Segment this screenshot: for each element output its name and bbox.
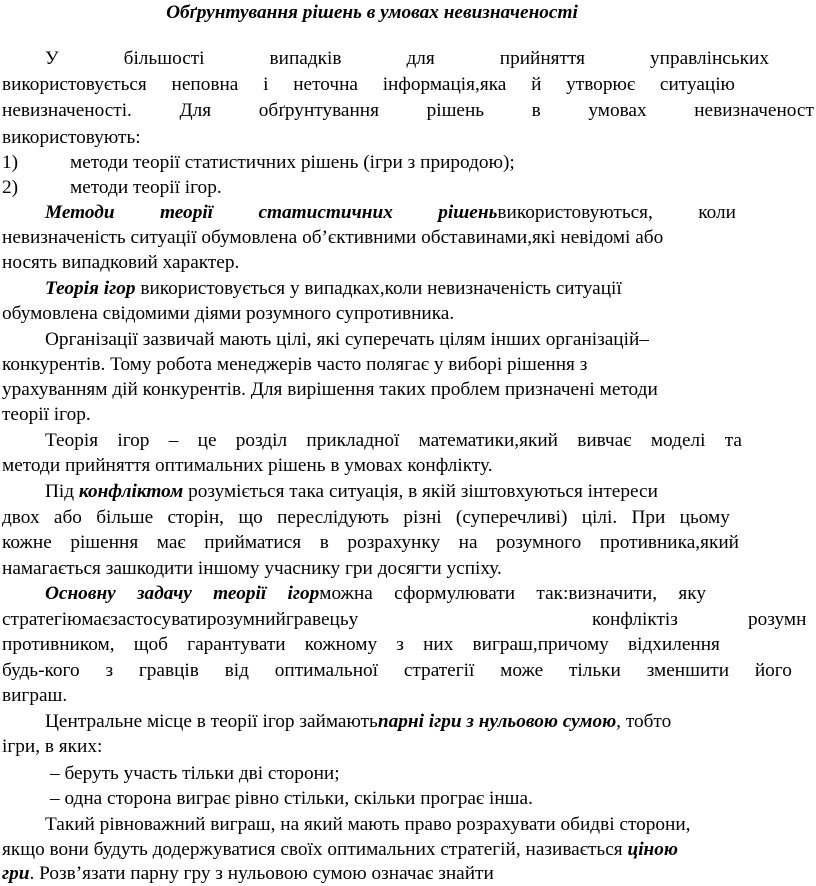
p7-line-1 bbox=[45, 584, 706, 606]
word: й bbox=[531, 74, 542, 95]
word: це bbox=[197, 430, 217, 451]
p1-line-3 bbox=[2, 101, 814, 123]
word: них bbox=[423, 634, 454, 655]
p4-line-2: конкурентів. Тому робота менеджерів часто полягає у виборі рішення з bbox=[2, 354, 588, 375]
term-main-task: Основну bbox=[45, 583, 116, 604]
word: більше bbox=[96, 507, 154, 528]
text-run: коли bbox=[698, 202, 736, 223]
word: утворює bbox=[566, 74, 636, 95]
word: на bbox=[458, 532, 478, 553]
word: в bbox=[531, 100, 541, 121]
word: прийматися bbox=[204, 532, 302, 553]
list-item-2 bbox=[2, 178, 816, 200]
term-main-task: задачу bbox=[137, 583, 192, 604]
word: випадків bbox=[269, 48, 342, 69]
word: зменшити bbox=[646, 660, 730, 681]
word: неточна bbox=[293, 74, 358, 95]
text-run: Під bbox=[45, 481, 79, 502]
text-run: якщо вони будуть додержуватися своїх оптимальних стратегій, називається bbox=[2, 839, 628, 860]
list-number: 1) bbox=[2, 152, 19, 173]
word: з bbox=[105, 660, 114, 681]
p5-line-2: методи прийняття оптимальних рішень в умовах конфлікту. bbox=[2, 455, 493, 476]
word: ігор bbox=[117, 430, 150, 451]
term-join bbox=[438, 203, 653, 225]
word: кожному bbox=[304, 634, 378, 655]
word: прийняття bbox=[499, 48, 586, 69]
word: може bbox=[500, 660, 544, 681]
text-run: сформулювати bbox=[394, 583, 516, 604]
word: гравців bbox=[138, 660, 199, 681]
p3-line-2: обумовлена свідомими діями розумного супротивника. bbox=[2, 303, 455, 324]
text-run: конфліктіз bbox=[592, 609, 678, 630]
text-run: яку bbox=[678, 583, 706, 604]
word: різні bbox=[403, 507, 442, 528]
text-run: стратегіюмаєзастосуватирозумнийгравецьу bbox=[2, 609, 359, 630]
word: розрахунку bbox=[347, 532, 441, 553]
term-stat-methods: Методи bbox=[45, 202, 115, 223]
word: моделі bbox=[650, 430, 706, 451]
p6-line-2 bbox=[2, 508, 730, 530]
text-run: . Розв’язати парну гру з нульовою сумою означає знайти bbox=[29, 863, 494, 884]
word: відхилення bbox=[628, 634, 720, 655]
p3-line-1 bbox=[45, 279, 816, 301]
p2-line-1 bbox=[45, 203, 736, 225]
word: Для bbox=[179, 100, 212, 121]
word: переслідують bbox=[277, 507, 390, 528]
word: неповна bbox=[171, 74, 239, 95]
word: що bbox=[238, 507, 263, 528]
word: цілі. bbox=[581, 507, 618, 528]
word: розділ bbox=[235, 430, 288, 451]
text-run: використовуються, bbox=[497, 202, 653, 223]
p9-line-2 bbox=[2, 840, 816, 862]
word: (суперечливі) bbox=[455, 507, 568, 528]
p4-line-4: теорії ігор. bbox=[2, 404, 91, 425]
p7-line-4 bbox=[2, 661, 792, 683]
word: двох bbox=[2, 507, 40, 528]
list-number: 2) bbox=[2, 177, 19, 198]
p2-line-2: невизначеність ситуації обумовлена об’єктивними обставинами,які невідомі або bbox=[2, 227, 664, 248]
word: управлінських bbox=[650, 48, 769, 69]
p6-line-3 bbox=[2, 533, 739, 555]
term-game-theory: Теорія ігор bbox=[45, 278, 136, 299]
term-join bbox=[288, 584, 373, 606]
word: виграш,причому bbox=[472, 634, 609, 655]
list-text: методи теорії ігор. bbox=[70, 177, 222, 198]
p1-line-2 bbox=[2, 75, 735, 97]
p6-line-1 bbox=[45, 482, 816, 504]
word: та bbox=[724, 430, 742, 451]
text-run: використовується у випадках,коли невизначеність ситуації bbox=[135, 278, 622, 299]
text-run: , тобто bbox=[616, 711, 672, 732]
text-run: розумн bbox=[748, 609, 807, 630]
p5-line-1 bbox=[45, 431, 742, 453]
term-zero-sum: парні ігри з нульовою сумою bbox=[377, 711, 617, 732]
word: і bbox=[263, 74, 269, 95]
word: від bbox=[224, 660, 249, 681]
word: більшості bbox=[123, 48, 205, 69]
word: рішень bbox=[426, 100, 485, 121]
word: невизначеності. bbox=[2, 100, 132, 121]
p9-line-3 bbox=[2, 864, 816, 886]
word: рішення bbox=[70, 532, 139, 553]
dash-item-1: – беруть участь тільки дві сторони; bbox=[50, 763, 340, 784]
word: розумного bbox=[496, 532, 582, 553]
term-main-task: ігор bbox=[287, 583, 320, 604]
p8-line-1 bbox=[45, 712, 816, 734]
word: прикладної bbox=[306, 430, 400, 451]
term-game-value: ціною bbox=[627, 839, 678, 860]
word: ситуацію bbox=[659, 74, 735, 95]
p4-line-3: урахуванням дій конкурентів. Для вирішення таких проблем призначені методи bbox=[2, 379, 658, 400]
p7-line-2 bbox=[2, 610, 816, 632]
word: для bbox=[406, 48, 435, 69]
word: його bbox=[754, 660, 792, 681]
word: в bbox=[319, 532, 329, 553]
word: При bbox=[631, 507, 666, 528]
term-conflict: конфліктом bbox=[78, 481, 184, 502]
word: У bbox=[45, 48, 59, 69]
word: обґрунтування bbox=[258, 100, 379, 121]
word: кожне bbox=[2, 532, 52, 553]
word: цьому bbox=[679, 507, 730, 528]
word: або bbox=[53, 507, 82, 528]
p7-line-3 bbox=[2, 635, 720, 657]
p8-line-2: ігри, в яких: bbox=[2, 736, 103, 757]
text-run: так:визначити, bbox=[536, 583, 658, 604]
term-game-value: гри bbox=[2, 863, 30, 884]
page-title: Обґрунтування рішень в умовах невизначеності bbox=[166, 2, 578, 23]
p4-line-1: Організації зазвичай мають цілі, які суперечать цілям інших організацій– bbox=[45, 329, 649, 350]
word: противником, bbox=[2, 634, 115, 655]
dash-item-2: – одна сторона виграє рівно стільки, скільки програє інша. bbox=[50, 788, 533, 809]
word: невизначеност bbox=[694, 100, 814, 121]
list-text: методи теорії статистичних рішень (ігри з природою); bbox=[70, 152, 515, 173]
term-main-task: теорії bbox=[213, 583, 267, 604]
word: стратегії bbox=[403, 660, 475, 681]
p9-line-1: Такий рівноважний виграш, на який мають право розрахувати обидві сторони, bbox=[45, 814, 691, 835]
word: використовується bbox=[2, 74, 147, 95]
p1-line-1 bbox=[45, 49, 769, 71]
word: вивчає bbox=[577, 430, 632, 451]
p1-line-4: використовують: bbox=[2, 127, 141, 148]
word: тільки bbox=[568, 660, 621, 681]
word: противника,який bbox=[599, 532, 739, 553]
word: математики,який bbox=[418, 430, 558, 451]
p2-line-3: носять випадковий характер. bbox=[2, 252, 240, 273]
term-stat-methods: статистичних bbox=[258, 202, 393, 223]
word: умовах bbox=[588, 100, 647, 121]
term-stat-methods: теорії bbox=[160, 202, 214, 223]
word: інформація,яка bbox=[382, 74, 507, 95]
text-run: розуміється така ситуація, в якій зіштовхуються інтереси bbox=[183, 481, 658, 502]
word: з bbox=[396, 634, 404, 655]
word: оптимальної bbox=[274, 660, 379, 681]
word: Теорія bbox=[45, 430, 99, 451]
word: сторін, bbox=[167, 507, 225, 528]
word: гарантувати bbox=[187, 634, 286, 655]
word: має bbox=[156, 532, 186, 553]
text-run: можна bbox=[319, 583, 373, 604]
term-stat-methods: рішень bbox=[438, 202, 498, 223]
list-item-1 bbox=[2, 153, 816, 175]
word: будь-кого bbox=[2, 660, 80, 681]
p6-line-4: намагається зашкодити іншому учаснику гри досягти успіху. bbox=[2, 558, 502, 579]
p7-line-5: виграш. bbox=[2, 685, 68, 706]
text-run: Центральне місце в теорії ігор займають bbox=[45, 711, 378, 732]
word: – bbox=[168, 430, 179, 451]
word: щоб bbox=[133, 634, 168, 655]
